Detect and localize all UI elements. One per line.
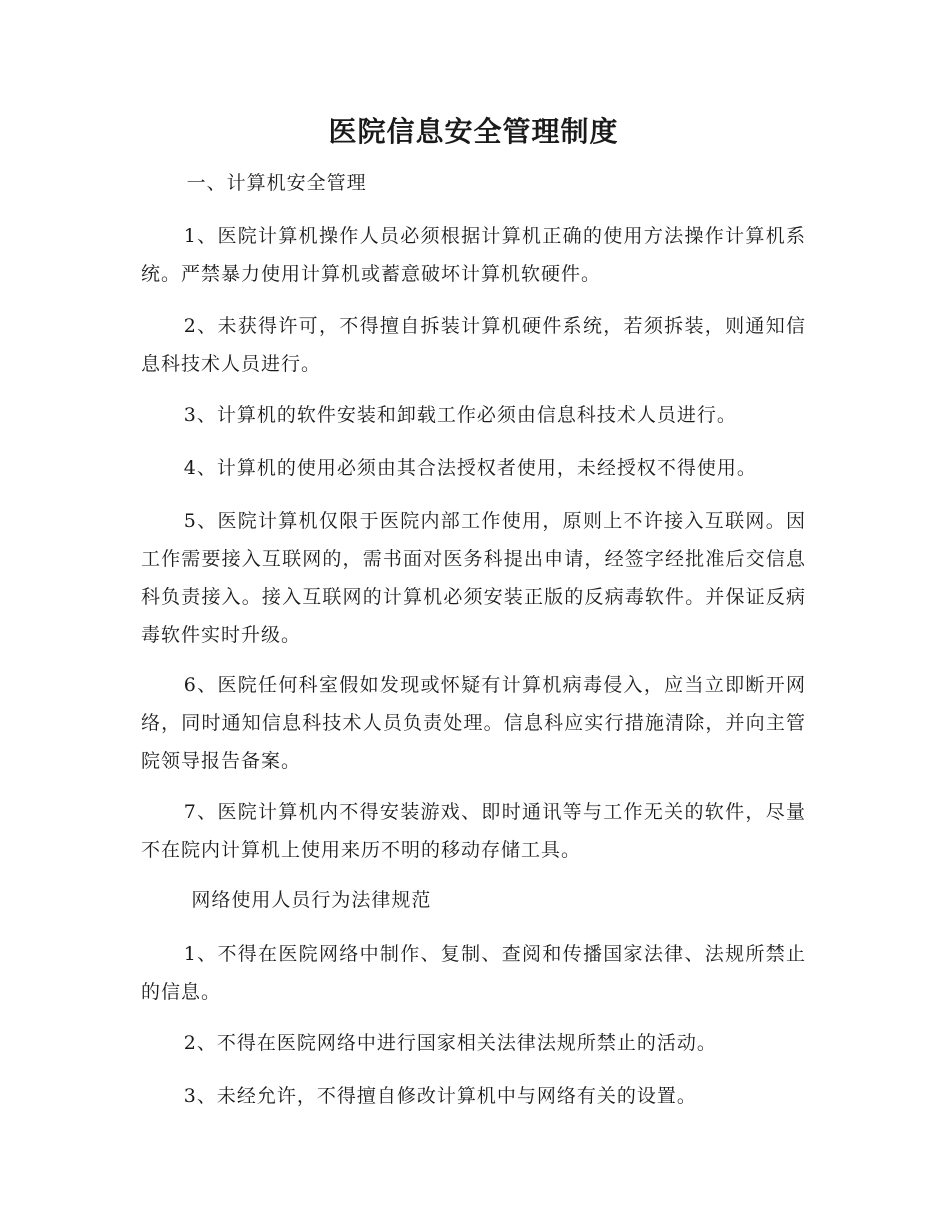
paragraph-item: 2、不得在医院网络中进行国家相关法律法规所禁止的活动。	[183, 1032, 717, 1054]
paragraph-item: 7、医院计算机内不得安装游戏、即时通讯等与工作无关的软件，尽量不在院内计算机上使用来历不明的移动存储工具。	[141, 801, 806, 861]
paragraph-item: 1、医院计算机操作人员必须根据计算机正确的使用方法操作计算机系统。严禁暴力使用计算机或蓄意破坏计算机软硬件。	[141, 225, 806, 285]
paragraph-item: 4、计算机的使用必须由其合法授权者使用，未经授权不得使用。	[183, 457, 757, 479]
paragraph-item: 1、不得在医院网络中制作、复制、查阅和传播国家法律、法规所禁止的信息。	[141, 943, 806, 1003]
section-heading-computer-security: 一、计算机安全管理	[186, 172, 367, 194]
section-heading-network-rules: 网络使用人员行为法律规范	[191, 889, 432, 911]
paragraph-item: 3、计算机的软件安装和卸载工作必须由信息科技术人员进行。	[183, 404, 737, 426]
paragraph-item: 3、未经允许，不得擅自修改计算机中与网络有关的设置。	[183, 1085, 697, 1107]
paragraph-item: 6、医院任何科室假如发现或怀疑有计算机病毒侵入，应当立即断开网络，同时通知信息科技术人员负责处理。信息科应实行措施清除，并向主管院领导报告备案。	[141, 674, 806, 772]
document-title: 医院信息安全管理制度	[328, 115, 619, 148]
paragraph-item: 2、未获得许可，不得擅自拆装计算机硬件系统，若须拆装，则通知信息科技术人员进行。	[141, 315, 806, 375]
paragraph-item: 5、医院计算机仅限于医院内部工作使用，原则上不许接入互联网。因工作需要接入互联网的，需书面对医务科提出申请，经签字经批准后交信息科负责接入。接入互联网的计算机必须安装正版的反病毒软件。并保证反病毒软件实时升级。	[141, 510, 806, 646]
